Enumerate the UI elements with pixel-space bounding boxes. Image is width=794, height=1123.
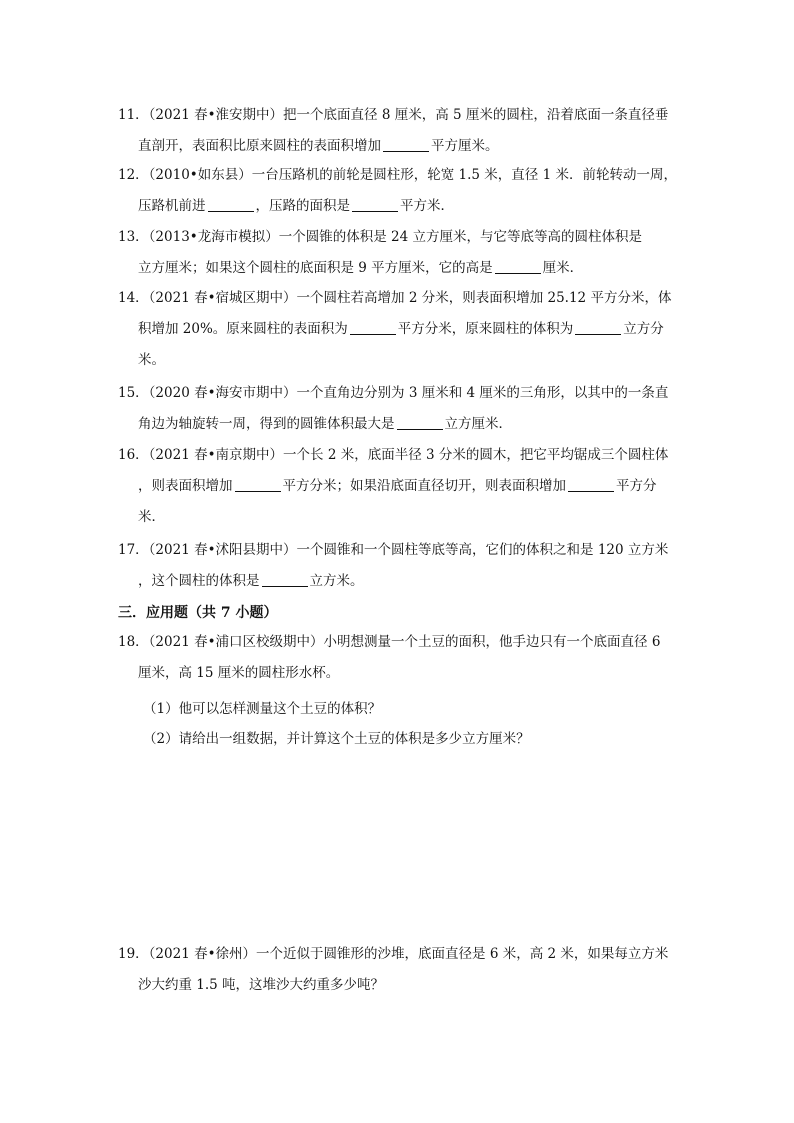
question-11-text: 平方厘米。 (431, 138, 499, 154)
question-14-text: 米。 (138, 352, 165, 368)
question-15-text: 立方厘米． (444, 416, 512, 432)
question-11-text: 直剖开，表面积比原来圆柱的表面积增加 (138, 138, 381, 154)
question-13-text: 立方厘米；如果这个圆柱的底面积是 9 平方厘米，它的高是 (138, 260, 493, 276)
question-18-sub-1: （1）他可以怎样测量这个土豆的体积？ (143, 701, 382, 717)
answer-blank[interactable] (568, 476, 614, 492)
question-14-line-2 (118, 314, 678, 345)
answer-blank[interactable] (495, 258, 541, 274)
question-13-line-2 (118, 253, 678, 284)
question-14-text: 积增加 20%。原来圆柱的表面积为 (138, 321, 348, 337)
answer-blank[interactable] (235, 476, 281, 492)
question-11-line-2 (118, 131, 678, 162)
question-18-line-2 (118, 658, 678, 689)
question-13-text: 厘米． (542, 260, 584, 276)
question-13 (118, 222, 678, 284)
question-18-sub-2: （2）请给出一组数据，并计算这个土豆的体积是多少立方厘米？ (143, 731, 530, 747)
question-14-text: 立方分 (623, 321, 664, 337)
question-12-text: 压路机前进 (138, 198, 206, 214)
answer-blank[interactable] (208, 196, 254, 212)
question-19-line-1 (118, 939, 678, 970)
question-15-line-1 (118, 378, 678, 409)
question-15-text: 角边为轴旋转一周，得到的圆锥体积最大是 (138, 416, 395, 432)
question-14-text: 14．（2021 春•宿城区期中）一个圆柱若高增加 2 分米，则表面积增加 25.12 平方分米，体 (118, 290, 672, 306)
question-16 (118, 440, 678, 533)
question-12-line-1 (118, 160, 678, 191)
question-18-line-1 (118, 627, 678, 658)
question-17-line-1 (118, 535, 678, 566)
question-12-text: 12．（2010•如东县）一台压路机的前轮是圆柱形，轮宽 1.5 米，直径 1 米．前轮转动一周， (118, 167, 677, 183)
answer-blank[interactable] (383, 136, 429, 152)
question-12-line-2 (118, 191, 678, 222)
answer-blank[interactable] (397, 414, 443, 430)
question-15 (118, 378, 678, 440)
answer-blank[interactable] (350, 319, 396, 335)
question-11-line-1 (118, 100, 678, 131)
question-19-line-2 (118, 970, 678, 1001)
question-14 (118, 283, 678, 376)
question-16-text: 平方分 (616, 478, 657, 494)
question-18-text: 18．（2021 春•浦口区校级期中）小明想测量一个土豆的面积，他手边只有一个底面直径 6 (118, 634, 661, 650)
question-16-line-1 (118, 440, 678, 471)
question-11 (118, 100, 678, 162)
question-16-text: 平方分米；如果沿底面直径切开，则表面积增加 (282, 478, 566, 494)
question-17-text: 立方米。 (309, 573, 364, 589)
question-16-line-2 (118, 471, 678, 502)
question-19-text: 19．（2021 春•徐州）一个近似于圆锥形的沙堆，底面直径是 6 米，高 2 米，如果每立方米 (118, 946, 669, 962)
question-18 (118, 627, 678, 689)
question-19-text: 沙大约重 1.5 吨，这堆沙大约重多少吨？ (138, 977, 385, 993)
question-13-line-1 (118, 222, 678, 253)
question-15-text: 15．（2020 春•海安市期中）一个直角边分别为 3 厘米和 4 厘米的三角形，以其中的一条直 (118, 385, 669, 401)
answer-blank[interactable] (352, 196, 398, 212)
question-12 (118, 160, 678, 222)
question-17-text: ，这个圆柱的体积是 (138, 573, 260, 589)
question-12-text: ，压路的面积是 (255, 198, 350, 214)
question-14-line-1 (118, 283, 678, 314)
question-19 (118, 939, 678, 1001)
question-17 (118, 535, 678, 597)
question-11-text: 11．（2021 春•淮安期中）把一个底面直径 8 厘米，高 5 厘米的圆柱，沿着底面一条直径垂 (118, 107, 669, 123)
question-12-text: 平方米． (400, 198, 454, 214)
question-16-text: ，则表面积增加 (138, 478, 233, 494)
question-15-line-2 (118, 409, 678, 440)
question-14-text: 平方分米，原来圆柱的体积为 (397, 321, 574, 337)
section-title: 三．应用题（共 7 小题） (118, 605, 278, 621)
question-14-line-3 (118, 345, 678, 376)
question-16-text: 米． (138, 509, 165, 525)
question-17-text: 17．（2021 春•沭阳县期中）一个圆锥和一个圆柱等底等高，它们的体积之和是 120 立方米 (118, 542, 669, 558)
question-18-text: 厘米，高 15 厘米的圆柱形水杯。 (138, 665, 340, 681)
question-16-text: 16．（2021 春•南京期中）一个长 2 米，底面半径 3 分米的圆木，把它平均锯成三个圆柱体 (118, 447, 669, 463)
answer-blank[interactable] (575, 319, 621, 335)
question-13-text: 13．（2013•龙海市模拟）一个圆锥的体积是 24 立方厘米，与它等底等高的圆柱体积是 (118, 229, 643, 245)
question-17-line-2 (118, 566, 678, 597)
answer-blank[interactable] (262, 571, 308, 587)
question-16-line-3 (118, 502, 678, 533)
